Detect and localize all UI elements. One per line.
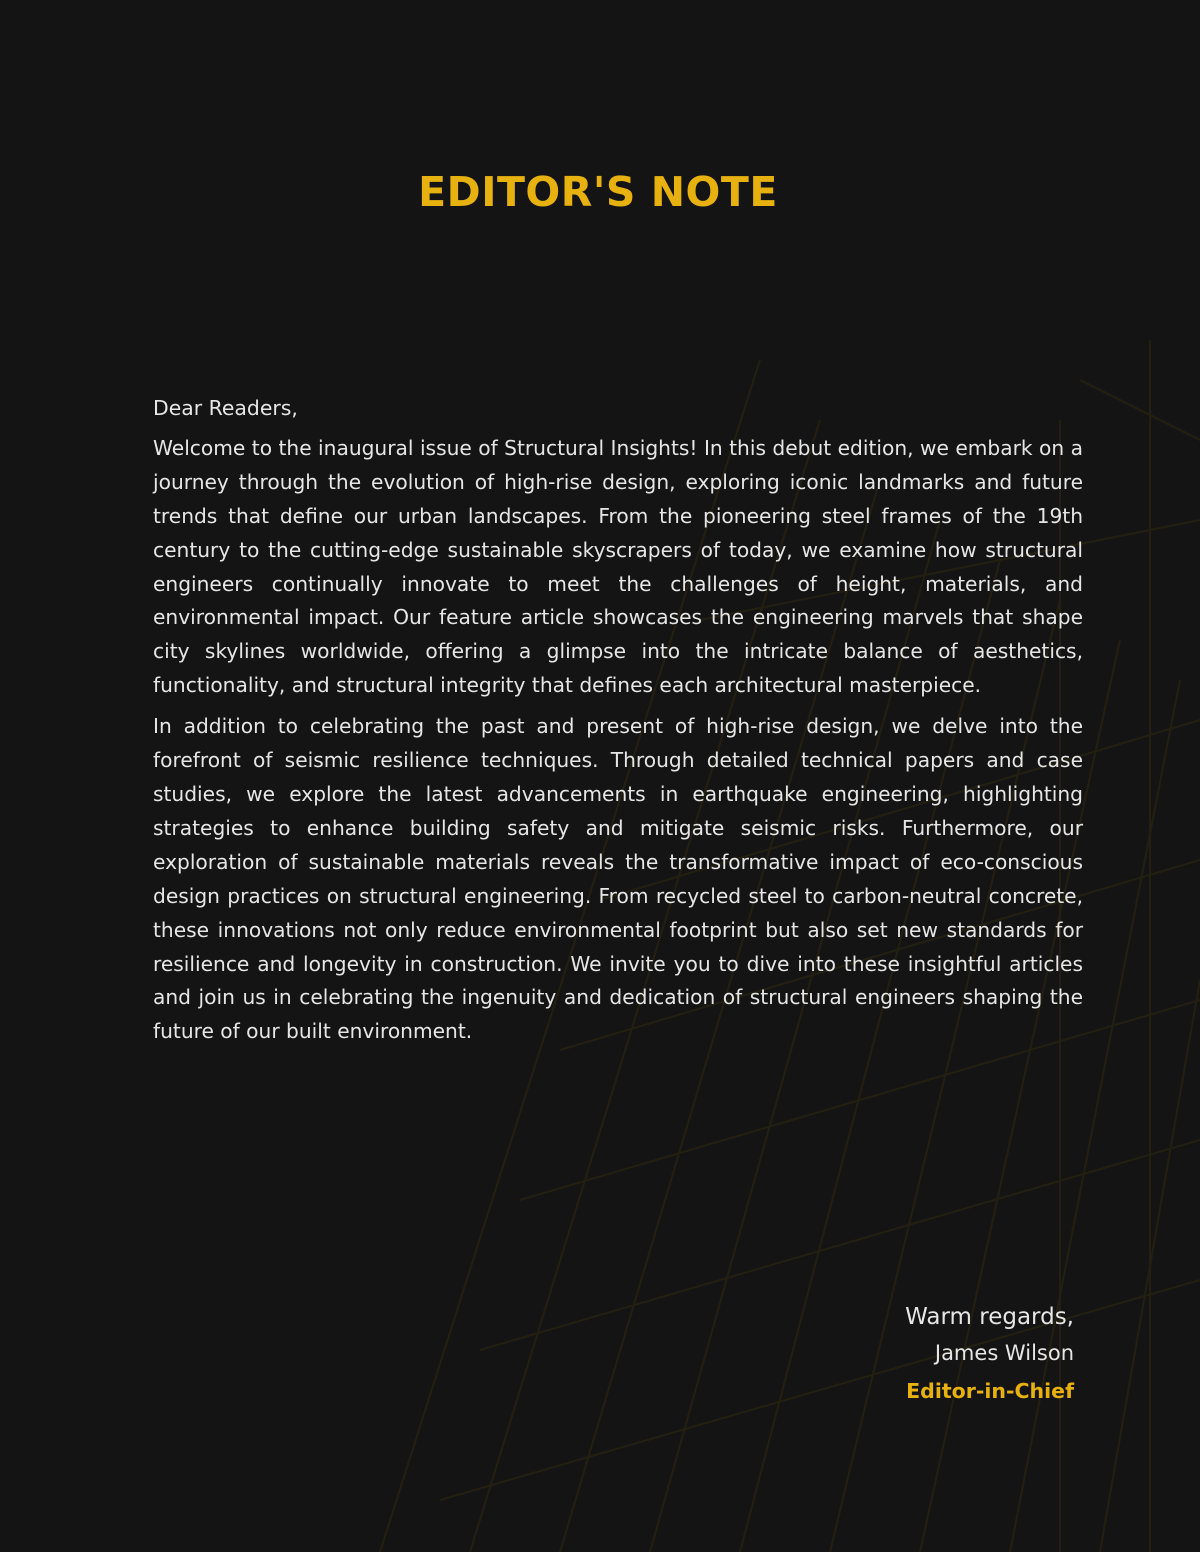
signature-block [905, 1300, 1074, 1410]
letter-paragraph: In addition to celebrating the past and present of high-rise design, we delve into the forefront of seismic resilience techniques. Through detailed technical papers and case studies, we explore the latest advancements in earthquake engineering, highlighting strategies to enhance building safety and mitigate seismic risks. Furthermore, our exploration of sustainable materials reveals the transformative impact of eco-conscious design practices on structural engineering. From recycled steel to carbon-neutral concrete, these innovations not only reduce environmental footprint but also set new standards for resilience and longevity in construction. We invite you to dive into these insightful articles and join us in celebrating the ingenuity and dedication of structural engineers shaping the future of our built environment. [153, 714, 1083, 1044]
signature-name: James Wilson [934, 1341, 1074, 1365]
letter-greeting: Dear Readers, [153, 396, 298, 420]
page-title: EDITOR'S NOTE [418, 168, 778, 216]
letter-paragraph: Welcome to the inaugural issue of Structural Insights! In this debut edition, we embark on a journey through the evolution of high-rise design, exploring iconic landmarks and future trends that define our urban landscapes. From the pioneering steel frames of the 19th century to the cutting-edge sustainable skyscrapers of today, we examine how structural engineers continually innovate to meet the challenges of height, materials, and environmental impact. Our feature article showcases the engineering marvels that shape city skylines worldwide, offering a glimpse into the intricate balance of aesthetics, functionality, and structural integrity that defines each architectural masterpiece. [153, 435, 1083, 698]
letter-body [153, 392, 1083, 1056]
signature-role: Editor-in-Chief [906, 1379, 1074, 1403]
signature-closing: Warm regards, [905, 1304, 1074, 1330]
